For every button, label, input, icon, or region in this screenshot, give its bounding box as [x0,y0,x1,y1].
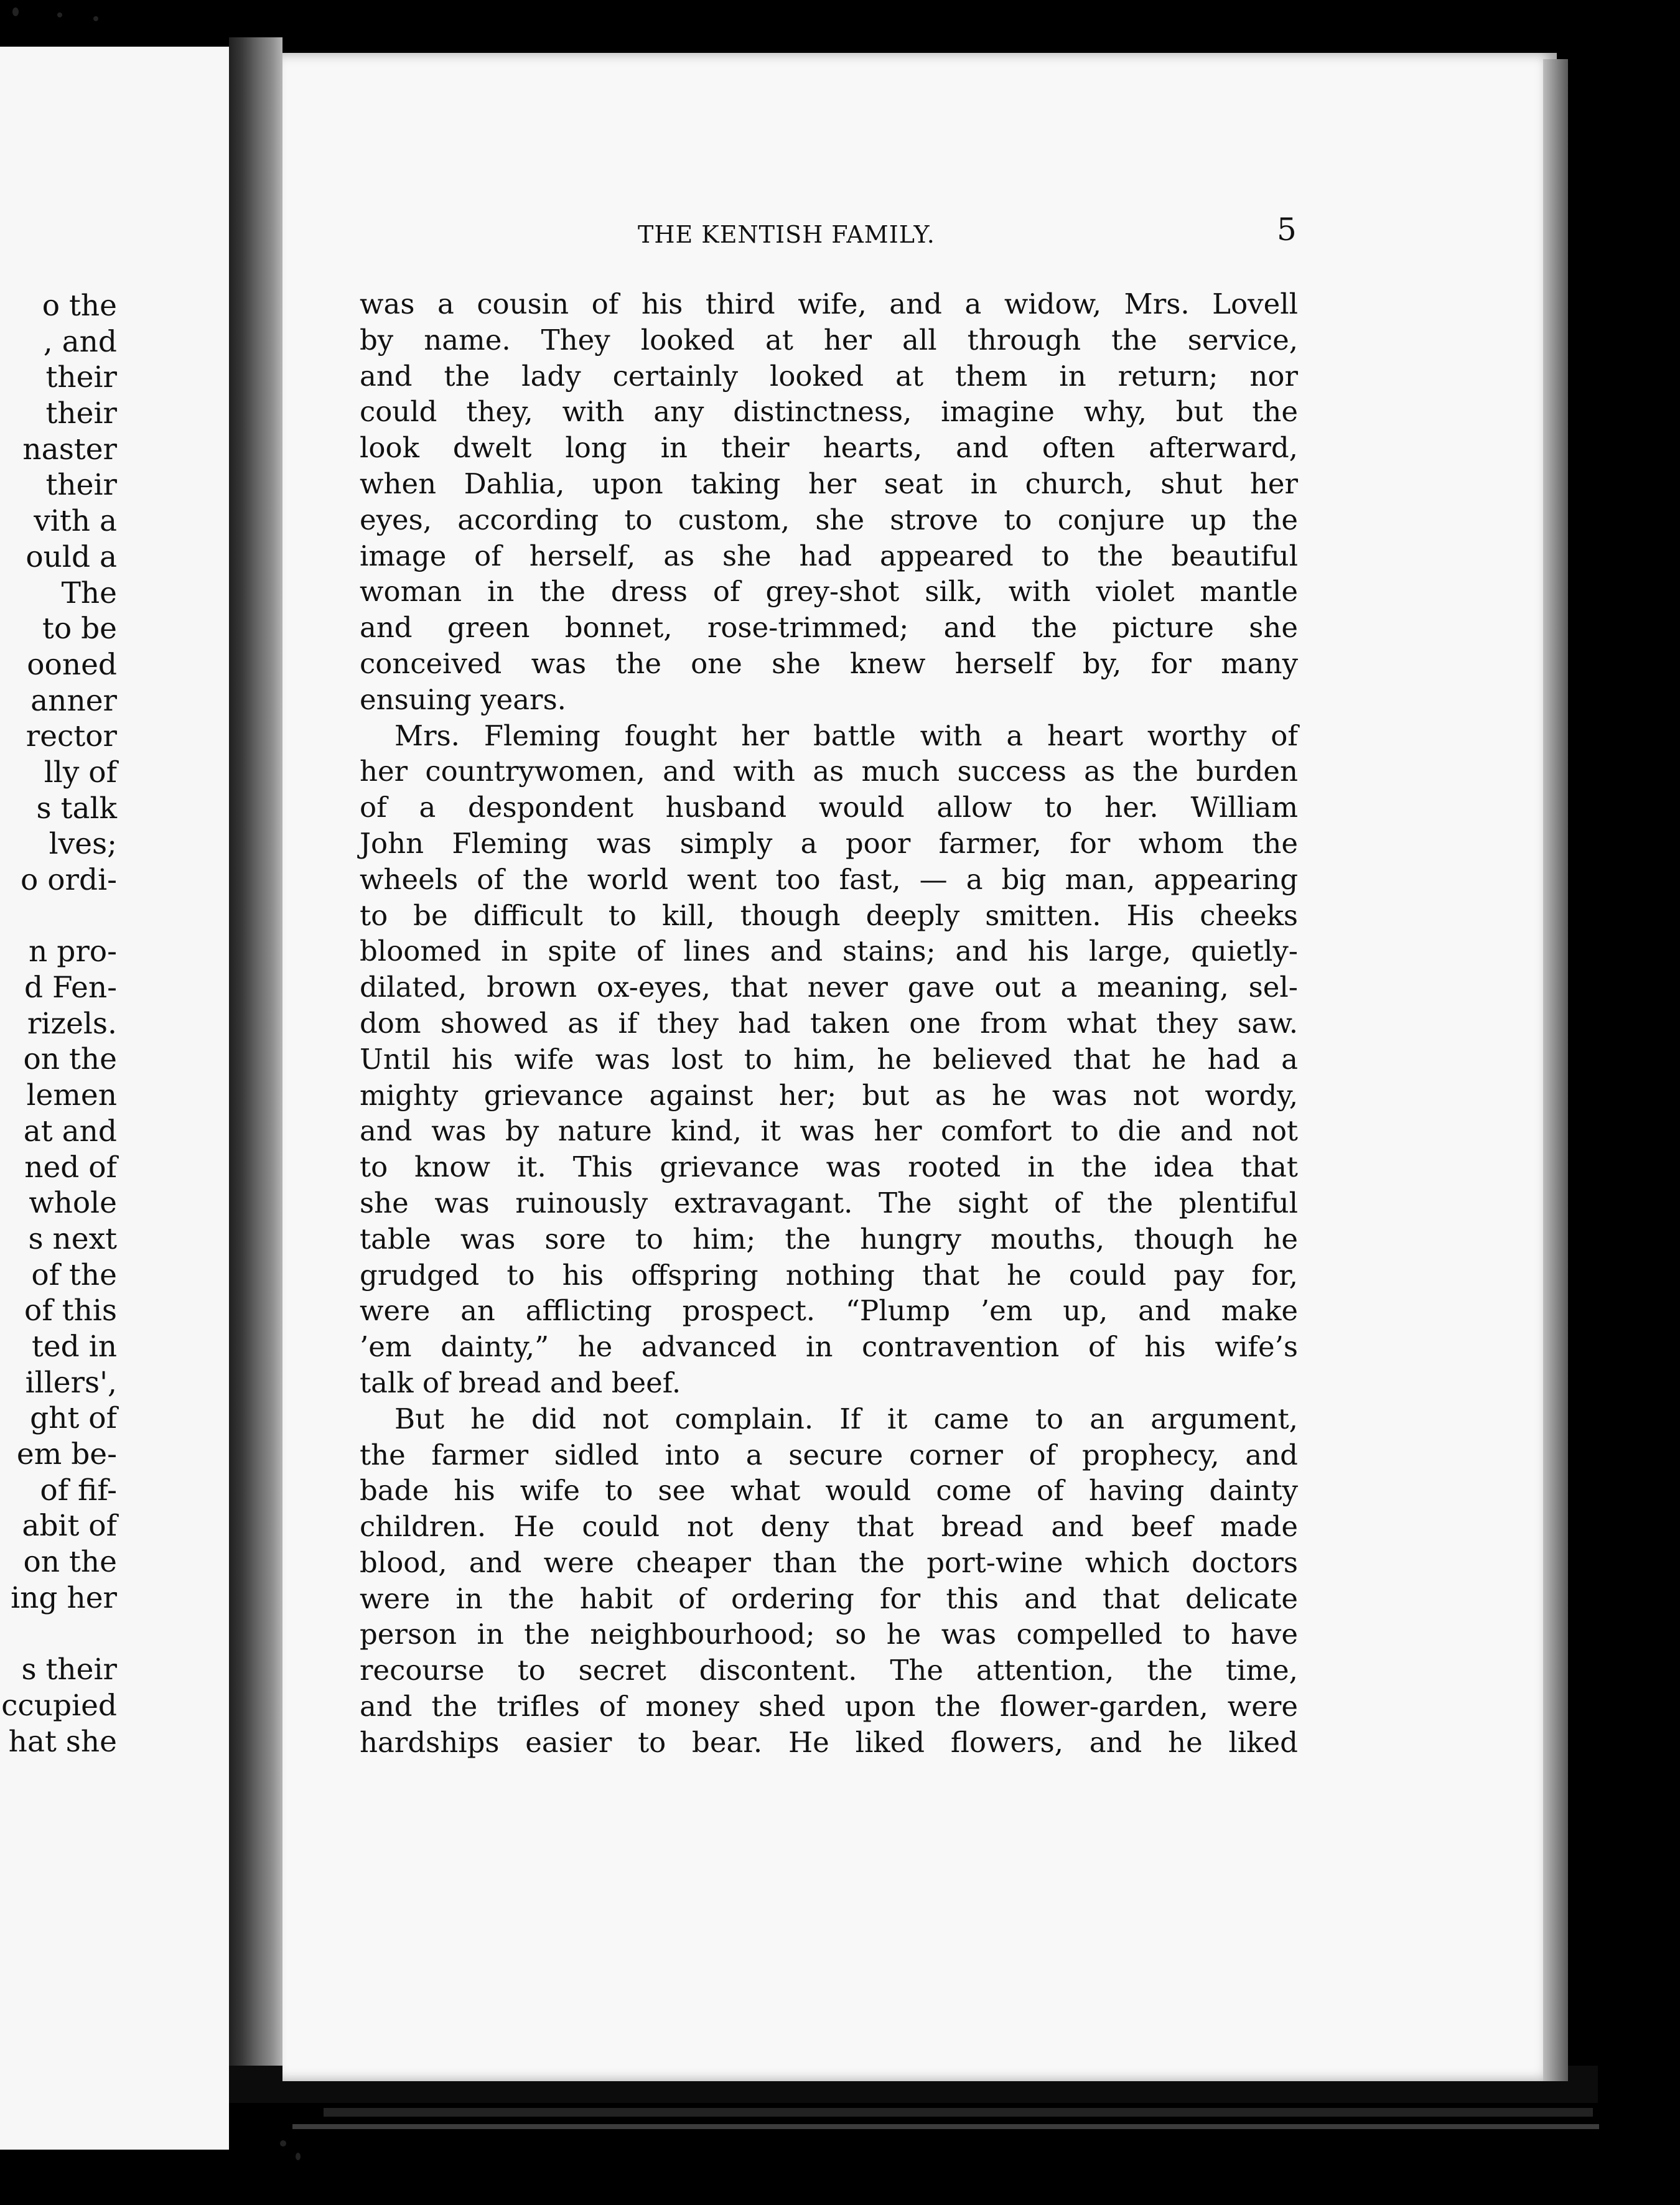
left-page-fragment: their [45,360,117,395]
left-page-fragment: lly of [44,755,117,790]
left-page-fragment: rector [26,719,117,754]
text-line: bade his wife to see what would come of having dainty [360,1474,1298,1508]
text-line: woman in the dress of grey-shot silk, with violet mantle [360,575,1298,608]
left-page-fragment: ould a [26,539,117,574]
text-line: her countrywomen, and with as much success as the burden [360,755,1298,788]
left-page-fragment: ted in [31,1329,117,1364]
text-line: But he did not complain. If it came to an argument, [394,1402,1298,1435]
text-line: wheels of the world went too fast, — a big man, appearing [360,862,1298,896]
text-line: Mrs. Fleming fought her battle with a heart worthy of [394,719,1298,752]
left-page-fragment: illers', [25,1365,117,1400]
text-line: children. He could not deny that bread and beef made [360,1510,1298,1544]
left-page-fragment: of fif- [40,1473,117,1508]
left-page-fragment: s their [21,1653,117,1687]
left-page-fragment: at and [23,1114,117,1149]
left-page-fragment: lemen [26,1078,117,1113]
left-page-fragment: s next [28,1221,117,1256]
left-page-fragment: s talk [36,791,117,826]
text-line: table was sore to him; the hungry mouths, though he [360,1222,1298,1256]
left-page-text-fragments [1,288,117,1760]
text-line: ’em dainty,” he advanced in contravention of his wife’s [360,1330,1298,1364]
left-page-fragment: rizels. [27,1006,117,1041]
text-line: and the lady certainly looked at them in return; nor [360,359,1298,393]
left-page-fragment: ght of [30,1401,117,1436]
left-page-fragment: naster [22,432,117,467]
left-page-fragment: hat she [8,1724,117,1759]
book-edge-line [324,2108,1593,2117]
left-page-fragment: em be- [16,1437,117,1471]
text-line: recourse to secret discontent. The attention, the time, [360,1654,1298,1687]
text-line: bloomed in spite of lines and stains; and his large, quietly- [360,935,1298,968]
text-line: when Dahlia, upon taking her seat in church, shut her [360,467,1298,500]
left-page-fragment: lves; [49,827,117,862]
left-page-fragment [1,1616,117,1652]
text-line: and was by nature kind, it was her comfort to die and not [360,1114,1298,1148]
text-line: and green bonnet, rose-trimmed; and the picture she [360,611,1298,645]
text-line: grudged to his offspring nothing that he could pay for, [360,1258,1298,1292]
book-edge-line [292,2124,1599,2129]
text-line: to be difficult to kill, though deeply smitten. His cheeks [360,898,1298,932]
text-line: look dwelt long in their hearts, and often afterward, [360,431,1298,465]
text-line: she was ruinously extravagant. The sight of the plentiful [360,1186,1298,1219]
left-page-fragment: o the [42,289,117,323]
text-line: eyes, according to custom, she strove to conjure up the [360,503,1298,536]
left-page-fragment: their [45,468,117,503]
text-line: was a cousin of his third wife, and a widow, Mrs. Lovell [360,287,1298,320]
left-page-fragment: anner [30,683,117,718]
text-line: of a despondent husband would allow to her. William [360,791,1298,824]
running-head: THE KENTISH FAMILY. [638,221,935,248]
text-line: conceived was the one she knew herself by, for many [360,646,1298,680]
left-page-fragment: their [45,396,117,431]
text-line: Until his wife was lost to him, he believed that he had a [360,1042,1298,1076]
book-gutter [229,37,282,2066]
left-page-fragment: on the [23,1042,117,1077]
left-page-fragment: on the [23,1545,117,1580]
left-page-fragment: vith a [34,504,117,539]
text-line: and the trifles of money shed upon the flower-garden, were [360,1690,1298,1723]
left-page-fragment: of this [24,1294,117,1328]
left-facing-page [0,47,229,2150]
text-line: mighty grievance against her; but as he was not wordy, [360,1078,1298,1112]
left-page-fragment: ing her [11,1580,117,1615]
left-page-fragment: of the [31,1257,117,1292]
page-edge-shadow [1543,59,1568,2081]
left-page-fragment: whole [29,1186,117,1221]
scan-speck [57,12,62,17]
page-number: 5 [1277,212,1297,248]
text-line: ensuing years. [360,683,566,716]
left-page-fragment: The [61,576,117,610]
text-line: dom showed as if they had taken one from what they saw. [360,1006,1298,1040]
scan-speck [296,2153,301,2160]
text-line: by name. They looked at her all through the service, [360,323,1298,357]
left-page-fragment: ooned [27,647,117,682]
left-page-fragment: o ordi- [21,863,117,897]
text-line: were in the habit of ordering for this and that delicate [360,1582,1298,1615]
left-page-fragment: , and [43,324,117,359]
text-line: talk of bread and beef. [360,1366,681,1399]
text-line: were an afflicting prospect. “Plump ’em up, and make [360,1294,1298,1328]
text-line: to know it. This grievance was rooted in the idea that [360,1150,1298,1184]
left-page-fragment: to be [42,612,117,646]
scan-speck [280,2140,286,2147]
scan-speck [12,7,19,16]
left-page-fragment: ned of [24,1150,117,1185]
left-page-fragment: abit of [22,1509,117,1544]
text-line: hardships easier to bear. He liked flowers, and he liked [360,1725,1298,1759]
text-line: image of herself, as she had appeared to the beautiful [360,539,1298,572]
text-line: the farmer sidled into a secure corner of prophecy, and [360,1438,1298,1471]
text-line: blood, and were cheaper than the port-wine which doctors [360,1545,1298,1579]
text-line: could they, with any distinctness, imagine why, but the [360,395,1298,429]
left-page-fragment: ccupied [1,1688,117,1723]
text-line: person in the neighbourhood; so he was compelled to have [360,1618,1298,1651]
left-page-fragment: d Fen- [24,971,117,1005]
scan-speck [93,16,98,21]
left-page-fragment [1,898,117,935]
text-line: John Fleming was simply a poor farmer, for whom the [360,826,1298,860]
left-page-fragment: n pro- [29,935,117,969]
body-text [360,286,1298,1761]
text-line: dilated, brown ox-eyes, that never gave out a meaning, sel- [360,971,1298,1004]
